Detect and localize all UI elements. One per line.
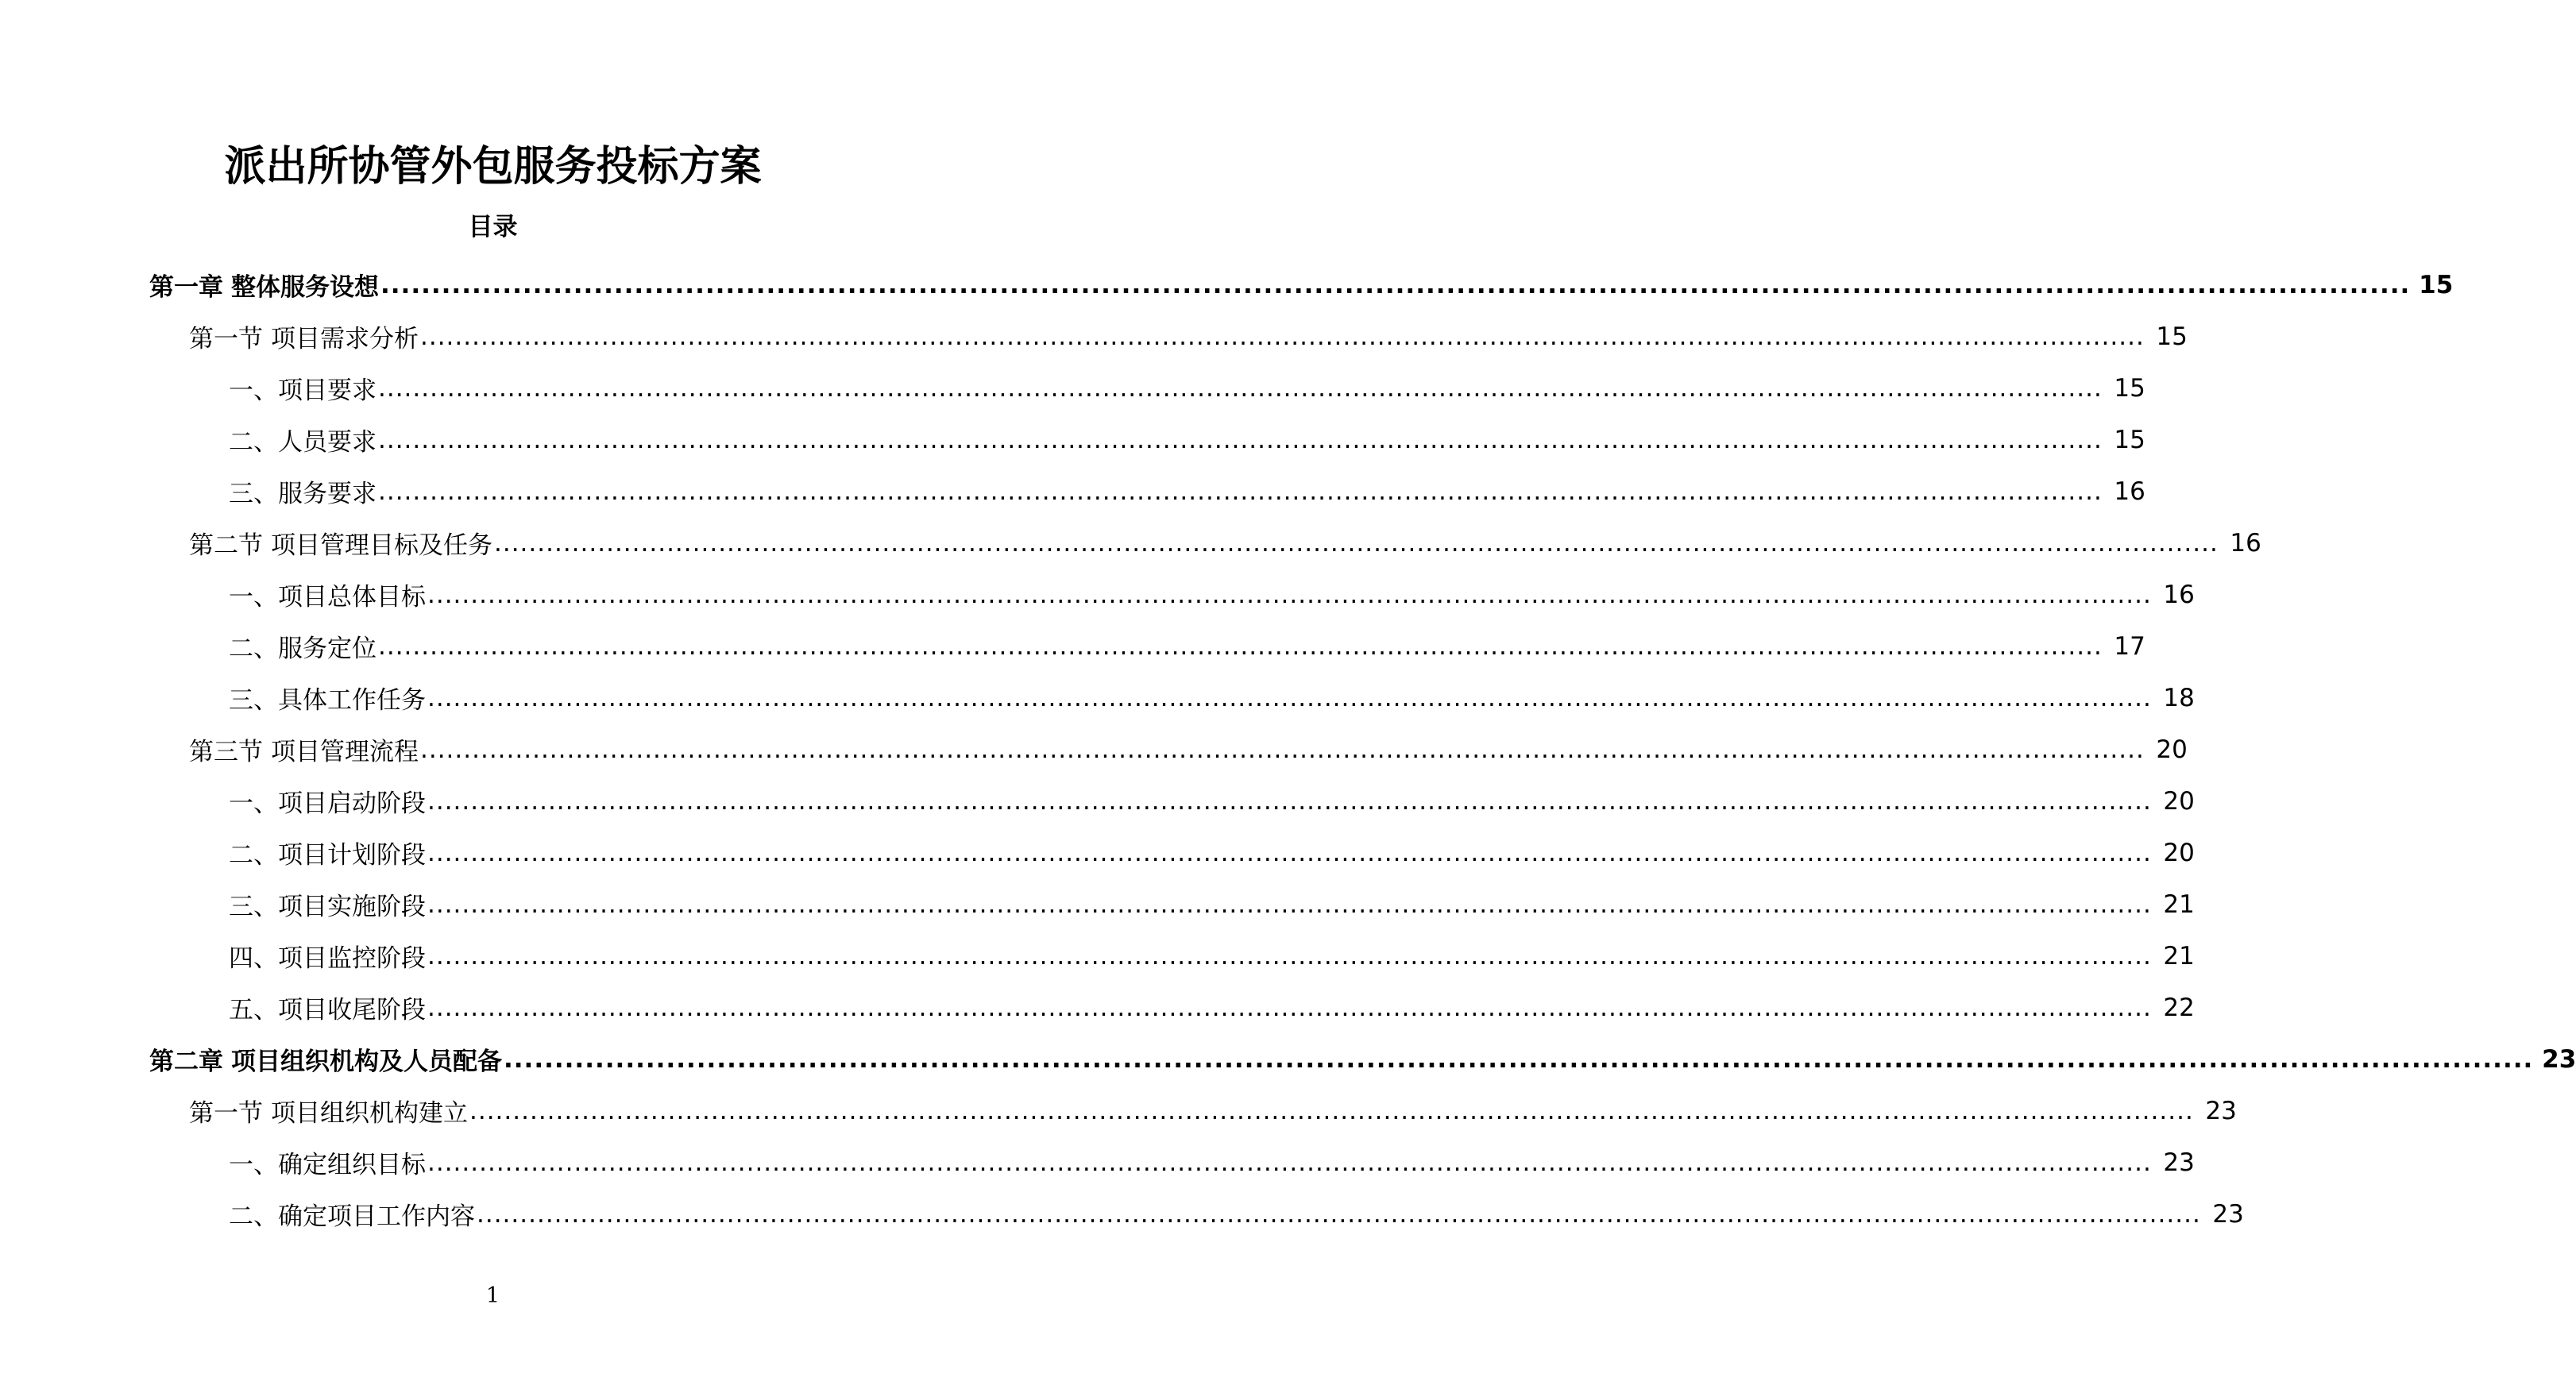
toc-entry-page: 23 [2212,1199,2244,1229]
toc-entry-text: 整体服务设想 [231,273,379,302]
toc-entry[interactable] [229,414,2145,465]
toc-entry-text: 项目总体目标 [278,583,426,612]
toc-entry[interactable] [229,775,2195,827]
toc-entry-page: 21 [2163,941,2195,970]
toc-dot-leader: ........................................................................................................................................................................................................ [427,786,2152,816]
toc-entry-number: 五、 [229,996,278,1024]
toc-entry-page: 16 [2114,477,2145,506]
toc-dot-leader: ........................................................................................................................................................................................................ [427,889,2152,919]
toc-entry-text: 人员要求 [278,428,377,457]
toc-entry-number: 一、 [229,376,278,405]
toc-entry-number: 二、 [229,428,278,457]
toc-dot-leader: ........................................................................................................................................................................................................ [420,322,2145,351]
toc-entry-number: 第一章 [149,273,223,302]
toc-entry-page: 17 [2114,631,2145,661]
toc-entry-number: 一、 [229,1151,278,1179]
toc-entry-page: 15 [2419,270,2454,299]
toc-dot-leader: ........................................................................................................................................................................................................ [494,528,2219,558]
toc-entry-number: 一、 [229,789,278,818]
toc-entry-number: 第三节 [189,738,263,766]
toc-entry[interactable] [189,724,2188,775]
toc-dot-leader: ........................................................................................................................................................................................................ [427,993,2152,1022]
toc-entry-text: 确定项目工作内容 [278,1202,475,1231]
toc-entry[interactable] [149,259,2454,311]
toc-entry-page: 23 [2205,1096,2237,1125]
toc-dot-leader: ........................................................................................................................................................................................................ [427,1148,2152,1177]
toc-entry-text: 项目计划阶段 [278,841,426,870]
toc-entry-number: 二、 [229,841,278,870]
toc-entry-number: 二、 [229,635,278,663]
toc-entry-text: 项目收尾阶段 [278,996,426,1024]
toc-entry[interactable] [229,620,2145,672]
toc-entry-page: 15 [2114,373,2145,403]
toc-entry-page: 21 [2163,889,2195,919]
toc-entry[interactable] [189,517,2261,569]
toc-entry[interactable] [189,311,2188,362]
toc-entry-page: 23 [2163,1148,2195,1177]
toc-dot-leader: ........................................................................................................................................................................................................ [427,838,2152,867]
toc-dot-leader: ........................................................................................................................................................................................................ [378,477,2103,506]
toc-dot-leader: ........................................................................................................................................................................................................ [378,631,2103,661]
toc-entry-page: 22 [2163,993,2195,1022]
toc-entry-text: 服务定位 [278,635,377,663]
toc-entry-page: 16 [2163,580,2195,609]
page-number: 1 [485,1283,500,1308]
toc-entry-text: 服务要求 [278,480,377,508]
toc-entry-text: 具体工作任务 [278,686,426,715]
toc-entry-text: 项目管理流程 [271,738,419,766]
toc-dot-leader: ........................................................................................................................................................................................................ [427,941,2152,970]
toc-entry[interactable] [229,672,2195,724]
toc-dot-leader: ........................................................................................................................................................................................................ [380,270,2411,299]
toc-entry-text: 项目组织机构及人员配备 [231,1048,502,1076]
toc-entry[interactable] [229,1136,2195,1188]
toc-dot-leader: ........................................................................................................................................................................................................ [427,580,2152,609]
toc-entry-number: 第一节 [189,325,263,353]
toc-entry-number: 第一节 [189,1099,263,1128]
toc-entry-number: 三、 [229,893,278,921]
toc-entry[interactable] [229,827,2195,878]
toc-entry-number: 第二节 [189,531,263,560]
toc-entry[interactable] [229,930,2195,982]
toc-entry[interactable] [149,1033,2576,1085]
toc-entry[interactable] [229,982,2195,1033]
toc-dot-leader: ........................................................................................................................................................................................................ [420,735,2145,764]
toc-entry-page: 15 [2156,322,2188,351]
toc-entry-number: 一、 [229,583,278,612]
toc-entry-text: 确定组织目标 [278,1151,426,1179]
toc-entry[interactable] [229,569,2195,620]
toc-entry[interactable] [229,465,2145,517]
toc-entry[interactable] [229,1188,2244,1240]
toc-entry[interactable] [189,1085,2237,1136]
toc-entry-text: 项目管理目标及任务 [271,531,492,560]
toc-entry[interactable] [229,362,2145,414]
toc-entry-page: 20 [2163,786,2195,816]
toc-entry-text: 项目实施阶段 [278,893,426,921]
toc-entry-text: 项目要求 [278,376,377,405]
toc-entry-number: 四、 [229,944,278,973]
toc-entry-page: 20 [2156,735,2188,764]
toc-entry-page: 23 [2542,1044,2576,1074]
toc-dot-leader: ........................................................................................................................................................................................................ [504,1044,2534,1074]
toc-heading: 目录 [468,213,518,241]
toc-entry-text: 项目需求分析 [271,325,419,353]
toc-entry-text: 项目启动阶段 [278,789,426,818]
toc-entry-number: 三、 [229,480,278,508]
toc-entry-page: 15 [2114,425,2145,454]
toc-dot-leader: ........................................................................................................................................................................................................ [469,1096,2194,1125]
toc-entry-number: 三、 [229,686,278,715]
toc-entry-number: 第二章 [149,1048,223,1076]
toc-entry[interactable] [229,878,2195,930]
toc-dot-leader: ........................................................................................................................................................................................................ [427,683,2152,712]
toc-entry-page: 18 [2163,683,2195,712]
toc-dot-leader: ........................................................................................................................................................................................................ [477,1199,2201,1229]
toc-entry-text: 项目组织机构建立 [271,1099,468,1128]
toc-entry-number: 二、 [229,1202,278,1231]
toc-entry-page: 20 [2163,838,2195,867]
document-title: 派出所协管外包服务投标方案 [224,143,762,191]
toc-entry-page: 16 [2230,528,2261,558]
toc-entry-text: 项目监控阶段 [278,944,426,973]
toc-dot-leader: ........................................................................................................................................................................................................ [378,425,2103,454]
toc-dot-leader: ........................................................................................................................................................................................................ [378,373,2103,403]
table-of-contents [0,259,2576,1240]
